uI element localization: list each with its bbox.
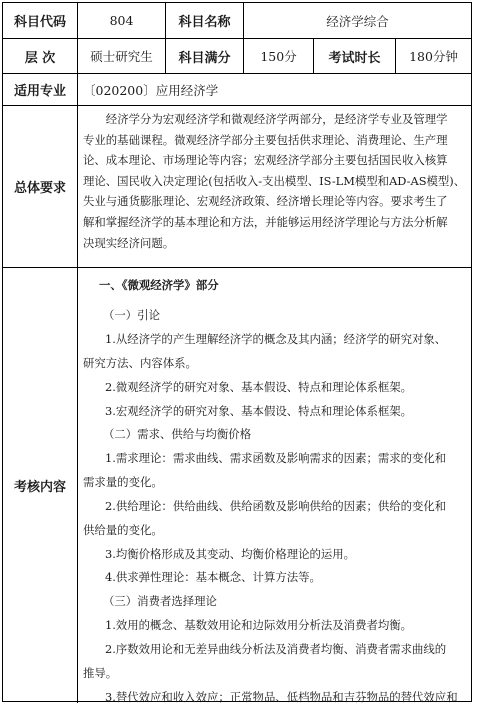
full-score-value: 150分 [260, 49, 297, 64]
content-line: 1.效用的概念、基数效用论和边际效用分析法及消费者均衡。 [105, 618, 413, 632]
level-value: 硕士研究生 [90, 49, 153, 64]
section-title: 一、《微观经济学》部分 [99, 278, 219, 292]
content-line: 3.均衡价格形成及其变动、均衡价格理论的运用。 [105, 547, 356, 561]
requirements-line: 专业的基础课程。微观经济学部分主要包括供求理论、消费理论、生产理 [83, 132, 448, 147]
requirements-text [83, 109, 467, 253]
major-value: 〔020200〕应用经济学 [83, 82, 219, 98]
requirements-line: 解和掌握经济学的基本理论和方法，并能够运用经济学理论与方法分析解 [83, 214, 448, 229]
col-divider [77, 3, 78, 703]
requirements-line: 决现实经济问题。 [83, 235, 175, 250]
content-label: 考核内容 [13, 480, 66, 495]
content-line: 1.需求理论：需求曲线、需求函数及影响需求的因素；需求的变化和 [105, 451, 447, 465]
content-line: 推导。 [83, 666, 118, 680]
content-line: （三）消费者选择理论 [103, 594, 217, 608]
content-line: 需求量的变化。 [83, 475, 163, 489]
content-line: （一）引论 [103, 308, 160, 322]
requirements-line: 失业与通货膨胀理论、宏观经济政策、经济增长理论等内容。要求考生了 [83, 194, 448, 209]
requirements-label: 总体要求 [13, 181, 66, 196]
content-line: 3.宏观经济学的研究对象、基本假设、特点和理论体系框架。 [105, 404, 413, 418]
content-line: 4.供求弹性理论：基本概念、计算方法等。 [105, 570, 321, 584]
exam-info-table [2, 2, 472, 702]
content-line: 3.替代效应和收入效应；正常物品、低档物品和吉芬物品的替代效应和 [105, 690, 458, 704]
major-label: 适用专业 [13, 84, 66, 99]
duration-label: 考试时长 [328, 50, 381, 66]
content-line: （二）需求、供给与均衡价格 [103, 427, 252, 441]
full-score-label: 科目满分 [178, 50, 231, 66]
subject-code-label: 科目代码 [13, 15, 66, 30]
content-line: 1.从经济学的产生理解经济学的概念及其内涵；经济学的研究对象、 [105, 332, 447, 346]
level-label: 层 次 [24, 50, 56, 66]
content-line: 研究方法、内容体系。 [83, 356, 197, 370]
requirements-line: 理论、国民收入决定理论(包括收入-支出模型、IS-LM模型和AD-AS模型)、 [83, 173, 466, 188]
subject-name-value: 经济学综合 [326, 13, 389, 29]
content-line: 2.序数效用论和无差异曲线分析法及消费者均衡、消费者需求曲线的 [105, 642, 447, 656]
content-line: 2.供给理论：供给曲线、供给函数及影响供给的因素；供给的变化和 [105, 499, 447, 513]
duration-value: 180分钟 [409, 49, 458, 64]
subject-name-label: 科目名称 [178, 15, 231, 30]
content-line: 供给量的变化。 [83, 523, 163, 537]
content-line: 2.微观经济学的研究对象、基本假设、特点和理论体系框架。 [105, 380, 413, 394]
subject-code-value: 804 [109, 13, 134, 28]
requirements-line: 论、成本理论、市场理论等内容；宏观经济学部分主要包括国民收入核算 [83, 153, 448, 168]
requirements-line: 经济学分为宏观经济学和微观经济学两部分，是经济学专业及管理学 [105, 112, 448, 126]
